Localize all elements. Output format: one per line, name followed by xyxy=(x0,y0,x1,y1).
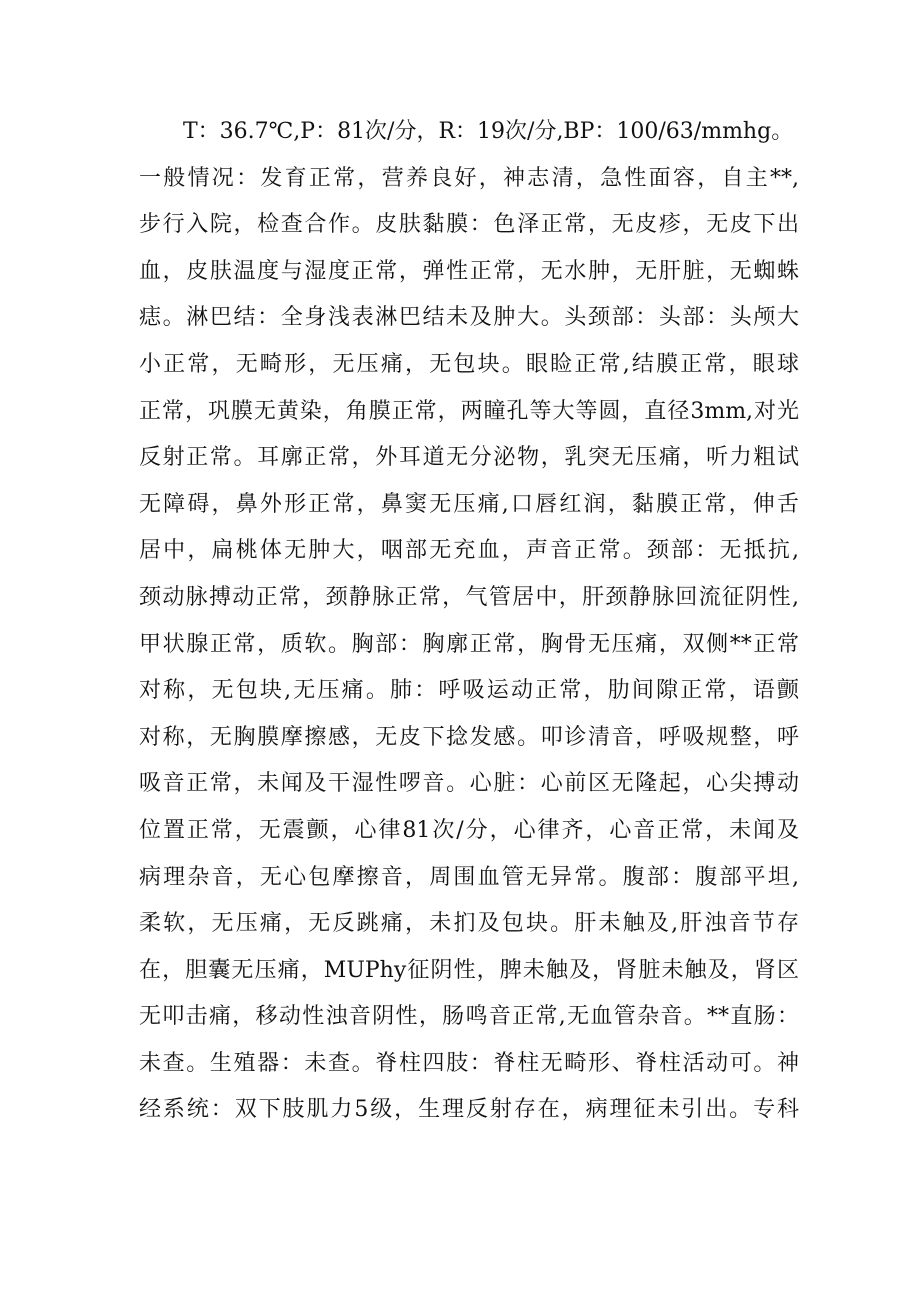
text-line-10: 居中，扁桃体无肿大，咽部无充血，声音正常。颈部：无抵抗, xyxy=(139,538,799,564)
text-line-3: 步行入院，检查合作。皮肤黏膜：色泽正常，无皮疹，无皮下出 xyxy=(139,212,799,238)
text-line-2: 一般情况：发育正常，营养良好，神志清，急性面容，自主**, xyxy=(139,165,799,191)
text-line-16: 位置正常，无震颤，心律81次/分，心律齐，心音正常，未闻及 xyxy=(139,817,799,843)
text-line-4: 血，皮肤温度与湿度正常，弹性正常，无水肿，无肝脏，无蜘蛛 xyxy=(139,258,799,284)
text-line-14: 对称，无胸膜摩擦感，无皮下捻发感。叩诊清音，呼吸规整，呼 xyxy=(139,724,799,750)
text-line-21: 未查。生殖器：未查。脊柱四肢：脊柱无畸形、脊柱活动可。神 xyxy=(139,1050,799,1076)
text-line-9: 无障碍，鼻外形正常，鼻窦无压痛,口唇红润，黏膜正常，伸舌 xyxy=(139,491,799,517)
text-line-20: 无叩击痛，移动性浊音阴性，肠鸣音正常,无血管杂音。**直肠： xyxy=(139,1004,799,1030)
text-line-15: 吸音正常，未闻及干湿性啰音。心脏：心前区无隆起，心尖搏动 xyxy=(139,771,799,797)
text-line-7: 正常，巩膜无黄染，角膜正常，两瞳孔等大等圆，直径3mm,对光 xyxy=(139,398,799,424)
text-line-19: 在，胆囊无压痛，MUPhy征阴性，脾未触及，肾脏未触及，肾区 xyxy=(139,957,799,983)
text-line-8: 反射正常。耳廓正常，外耳道无分泌物，乳突无压痛，听力粗试 xyxy=(139,445,799,471)
text-line-13: 对称，无包块,无压痛。肺：呼吸运动正常，肋间隙正常，语颤 xyxy=(139,678,799,704)
text-line-6: 小正常，无畸形，无压痛，无包块。眼睑正常,结膜正常，眼球 xyxy=(139,351,799,377)
text-line-12: 甲状腺正常，质软。胸部：胸廓正常，胸骨无压痛，双侧**正常 xyxy=(139,631,799,657)
physical-exam-paragraph xyxy=(139,109,799,1134)
text-line-5: 痣。淋巴结：全身浅表淋巴结未及肿大。头颈部：头部：头颅大 xyxy=(139,305,799,331)
text-line-18: 柔软，无压痛，无反跳痛，未扪及包块。肝未触及,肝浊音节存 xyxy=(139,911,799,937)
text-line-17: 病理杂音，无心包摩擦音，周围血管无异常。腹部：腹部平坦, xyxy=(139,864,799,890)
text-line-22: 经系统：双下肢肌力5级，生理反射存在，病理征未引出。专科 xyxy=(139,1097,799,1123)
text-line-1: T：36.7℃,P：81次/分，R：19次/分,BP：100/63/mmhg。 xyxy=(183,119,794,144)
text-line-11: 颈动脉搏动正常，颈静脉正常，气管居中，肝颈静脉回流征阴性, xyxy=(139,584,799,610)
